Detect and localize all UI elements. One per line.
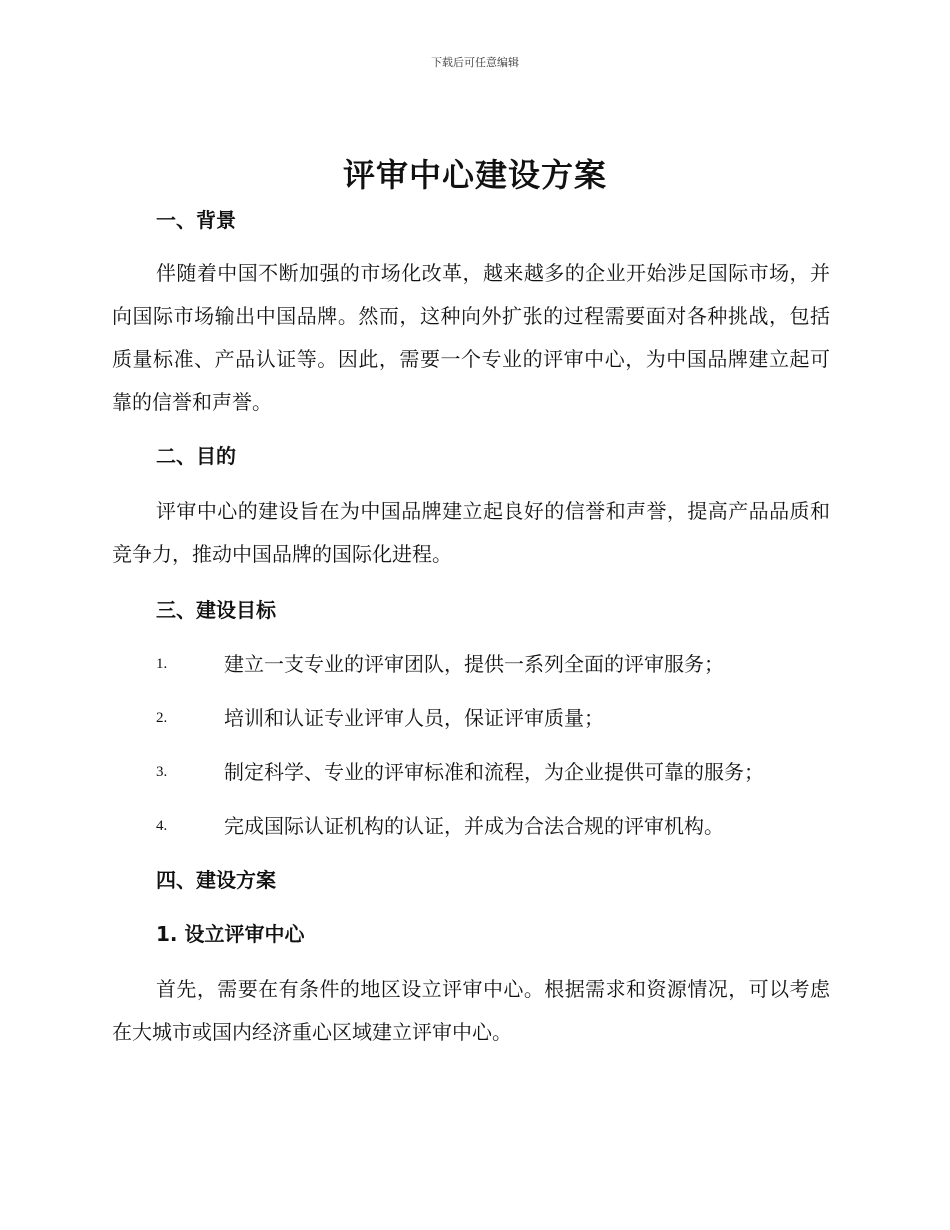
list-item-number: 2. bbox=[156, 710, 168, 726]
list-item-text: 完成国际认证机构的认证，并成为合法合规的评审机构。 bbox=[224, 814, 724, 838]
list-item-number: 4. bbox=[156, 818, 168, 834]
list-item bbox=[112, 698, 830, 738]
section-heading-plan: 四、建设方案 bbox=[156, 868, 276, 892]
list-item-text: 制定科学、专业的评审标准和流程，为企业提供可靠的服务； bbox=[224, 760, 764, 784]
list-item-number: 1. bbox=[156, 656, 168, 672]
list-item-text: 建立一支专业的评审团队，提供一系列全面的评审服务； bbox=[224, 652, 724, 676]
paragraph-purpose: 评审中心的建设旨在为中国品牌建立起良好的信誉和声誉，提高产品品质和竞争力，推动中国品牌的国际化进程。 bbox=[112, 499, 830, 566]
list-item-number: 3. bbox=[156, 764, 168, 780]
section-heading-background: 一、背景 bbox=[156, 208, 236, 232]
list-item bbox=[112, 806, 830, 846]
header-note: 下载后可任意编辑 bbox=[431, 56, 519, 69]
list-item bbox=[112, 644, 830, 684]
section-heading-goals: 三、建设目标 bbox=[156, 598, 276, 622]
section-heading-purpose: 二、目的 bbox=[156, 444, 236, 468]
list-item bbox=[112, 752, 830, 792]
document-body bbox=[112, 200, 830, 1054]
list-item-text: 培训和认证专业评审人员，保证评审质量； bbox=[224, 706, 604, 730]
page-title: 评审中心建设方案 bbox=[342, 156, 607, 194]
subsection-heading: 1. 设立评审中心 bbox=[156, 922, 305, 946]
paragraph-background: 伴随着中国不断加强的市场化改革，越来越多的企业开始涉足国际市场，并向国际市场输出中国品牌。然而，这种向外扩张的过程需要面对各种挑战，包括质量标准、产品认证等。因此，需要一个专业的评审中心，为中国品牌建立起可靠的信誉和声誉。 bbox=[112, 261, 830, 414]
paragraph-plan: 首先，需要在有条件的地区设立评审中心。根据需求和资源情况，可以考虑在大城市或国内经济重心区域建立评审中心。 bbox=[112, 977, 830, 1044]
